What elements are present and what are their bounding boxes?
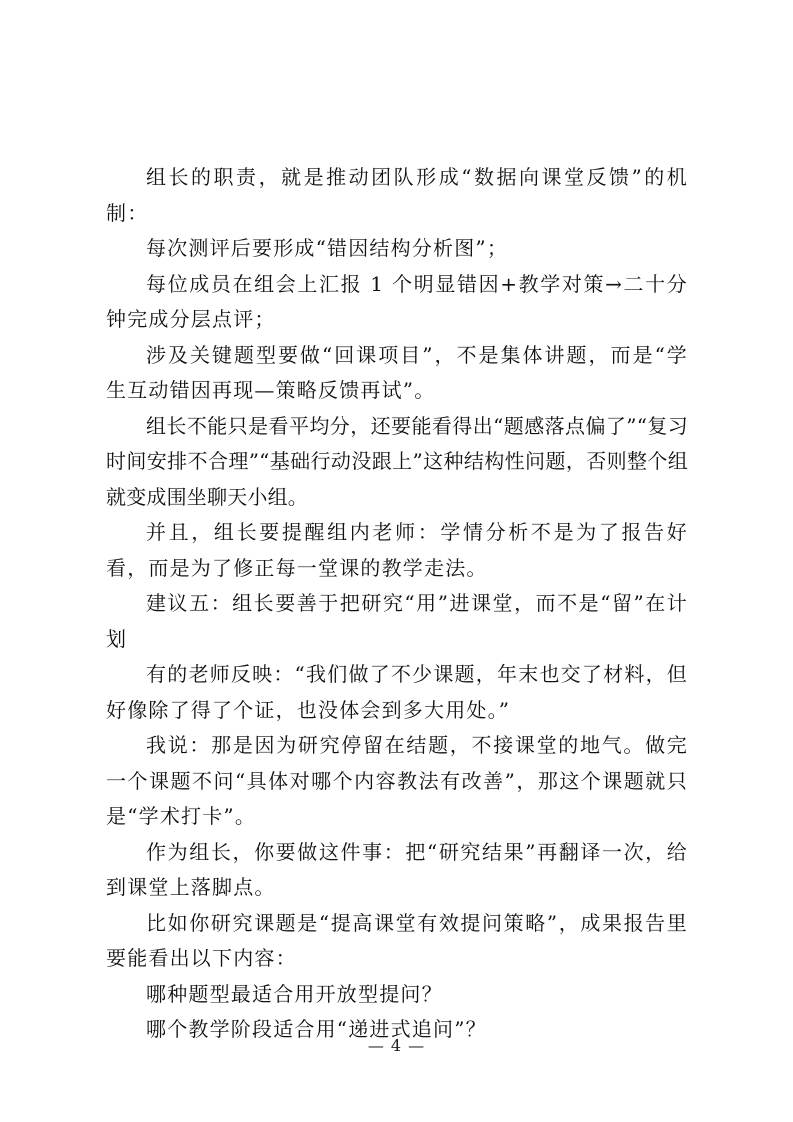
paragraph-question-progressive: 哪个教学阶段适合用“递进式追问”？: [146, 1017, 487, 1041]
paragraph-leader-task: 作为组长，你要做这件事：把“研究结果”再翻译一次，给到课堂上落脚点。: [106, 839, 688, 899]
paragraph-structural-problems: 组长不能只是看平均分，还要能看得出“题感落点偏了”“复习时间安排不合理”“基础行动没跟上”这种结构性问题，否则整个组就变成围坐聊天小组。: [106, 413, 688, 509]
document-body: [106, 160, 688, 1048]
page-number: — 4 —: [367, 1036, 426, 1055]
paragraph-error-analysis-chart: 每次测评后要形成“错因结构分析图”；: [146, 236, 509, 260]
paragraph-research-grounding: 我说：那是因为研究停留在结题，不接课堂的地气。做完一个课题不问“具体对哪个内容教法有改善”，那这个课题就只是“学术打卡”。: [106, 733, 688, 828]
paragraph-review-project: 涉及关键题型要做“回课项目”，不是集体讲题，而是“学生互动错因再现—策略反馈再试”。: [106, 342, 688, 402]
paragraph-question-open: 哪种题型最适合用开放型提问？: [146, 981, 443, 1006]
paragraph-suggestion-five: 建议五：组长要善于把研究“用”进课堂，而不是“留”在计划: [106, 591, 688, 651]
paragraph-leader-duty: 组长的职责，就是推动团队形成“数据向课堂反馈”的机制：: [106, 165, 688, 225]
paragraph-research-example: 比如你研究课题是“提高课堂有效提问策略”，成果报告里要能看出以下内容：: [106, 910, 688, 970]
paragraph-learning-analysis: 并且，组长要提醒组内老师：学情分析不是为了报告好看，而是为了修正每一堂课的教学走法。: [106, 520, 688, 580]
paragraph-teacher-feedback: 有的老师反映：“我们做了不少课题，年末也交了材料，但好像除了得了个证，也没体会到多大用处。”: [106, 662, 688, 722]
paragraph-member-report: 每位成员在组会上汇报 1 个明显错因+教学对策→二十分钟完成分层点评；: [106, 271, 688, 331]
